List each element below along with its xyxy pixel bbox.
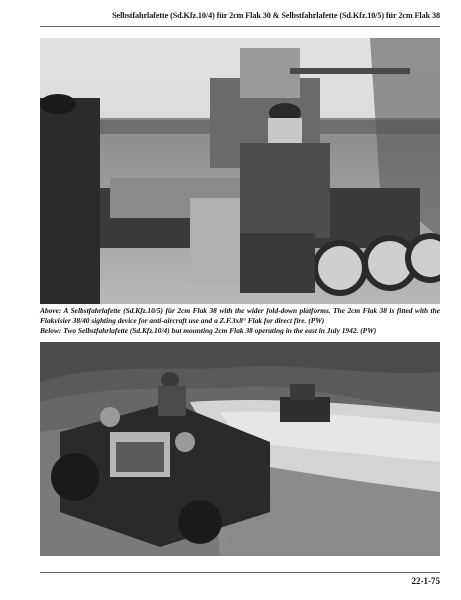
photo-vehicles-river (40, 342, 440, 556)
photo-captions (40, 306, 440, 336)
caption-above: Above: A Selbstfahrlafette (Sd.Kfz.10/5) für 2cm Flak 38 with the wider fold-down platforms. The 2cm Flak 38 is fitted with the Flakvisier 38/40 sighting device for anti-aircraft use and a Z.F.3x8° Flak for direct fire. (PW) (40, 306, 440, 325)
photo-flak-halftrack (40, 38, 440, 304)
page-number: 22-1-75 (411, 576, 440, 586)
caption-below: Below: Two Selbstfahrlafette (Sd.Kfz.10/4) but mounting 2cm Flak 38 operating in the east in July 1942. (PW) (40, 326, 377, 335)
footer-divider (40, 572, 440, 573)
page-header-title: Selbstfahrlafette (Sd.Kfz.10/4) für 2cm Flak 30 & Selbstfahrlafette (Sd.Kfz.10/5) für 2cm Flak 38 (112, 11, 440, 20)
header-divider (40, 26, 440, 27)
